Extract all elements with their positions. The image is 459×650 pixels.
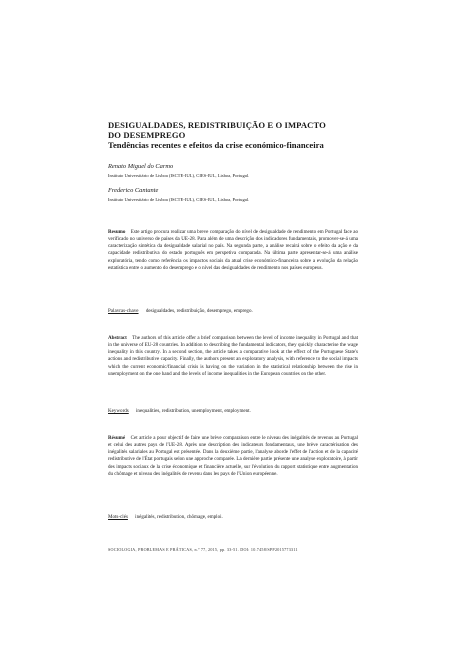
abstract-en (108, 335, 358, 378)
author-2 (108, 187, 428, 203)
abstract-en-text: The authors of this article offer a brief comparison between the level of income inequality in Portugal and that in the universe of EU-28 countries. In addition to describing the fundamental indicators, they quickly characterise the wage inequality in this country. In a second section, the article takes a comparative look at the effect of the Portuguese State's actions and redistributive capacity. Finally, the authors present an exploratory analysis, with reference to the social impacts which the current economic/financial crisis is having on the variation in the statistical relationship between the rise in unemployment on the one hand and the levels of income inequalities in the European countries on the other. (108, 335, 358, 377)
article-title-line-1: DESIGUALDADES, REDISTRIBUIÇÃO E O IMPACTO (108, 120, 326, 130)
abstract-pt-text: Este artigo procura realizar uma breve comparação do nível de desigualdade de rendimento em Portugal face ao verificado no universo de países da UE-28. Para além de uma descrição dos indicadores fundamentais, promover-se-á uma caracterização sintética da desigualdade salarial no país. Na segunda parte, a análise recairá sobre o efeito da ação e da capacidade redistributiva do estado português em perspetiva comparada. Na última parte apresentar-se-á uma análise exploratória, tendo como referência os impactos sociais da atual crise económico-financeira sobre a evolução da relação estatística entre o aumento do desemprego e o nível das desigualdades de rendimento nos países europeus. (108, 229, 359, 271)
title-block (108, 120, 408, 150)
keywords-pt (108, 308, 368, 315)
author-2-affiliation: Instituto Universitário de Lisboa (ISCTE-IUL), CIES-IUL, Lisboa, Portugal. (108, 197, 250, 202)
abstract-fr-text: Cet article a pour objectif de faire une brève comparaison entre le niveau des inégalités de revenus au Portugal et celui des autres pays de l'UE-28. Après une description des indicateurs fondamentaux, une brève caractérisation des inégalités salariales au Portugal est présentée. Dans la deuxième partie, l'analyse aborde l'effet de l'action et de la capacité redistributive de l'État portugais selon une approche comparée. La dernière partie présente une analyse exploratoire, à partir des impacts sociaux de la crise économique et financière actuelle, sur l'évolution du rapport statistique entre augmentation du chômage et niveau des inégalités de revenu dans les pays de l'Union européenne. (108, 435, 359, 477)
author-1 (108, 163, 428, 179)
journal-citation-footer: SOCIOLOGIA, PROBLEMAS E PRÁTICAS, n.º 77, 2015, pp. 33-51. DOI: 10.7458/SPP2015773311 (108, 547, 298, 552)
article-subtitle: Tendências recentes e efeitos da crise económico-financeira (108, 140, 324, 150)
author-1-affiliation: Instituto Universitário de Lisboa (ISCTE-IUL), CIES-IUL, Lisboa, Portugal. (108, 173, 250, 178)
author-1-name: Renato Miguel do Carmo (108, 163, 174, 170)
abstract-fr-label: Résumé (108, 435, 126, 441)
keywords-fr (108, 514, 368, 521)
abstract-pt (108, 229, 358, 272)
keywords-fr-label: Mots-clés (108, 514, 128, 520)
abstract-en-label: Abstract (108, 335, 127, 341)
keywords-en-text: inequalities, redistribution, unemployment, employment. (136, 408, 251, 414)
keywords-fr-text: inégalités, redistribution, chômage, emploi. (135, 514, 223, 520)
keywords-pt-label: Palavras-chave (108, 308, 139, 314)
abstract-fr (108, 435, 358, 478)
author-2-name: Frederico Cantante (108, 187, 159, 194)
keywords-pt-text: desigualdades, redistribuição, desemprego, emprego. (145, 308, 253, 314)
abstract-pt-label: Resumo (108, 229, 126, 235)
keywords-en-label: Keywords (108, 408, 129, 414)
article-title-line-2: DO DESEMPREGO (108, 130, 186, 140)
keywords-en (108, 408, 368, 415)
